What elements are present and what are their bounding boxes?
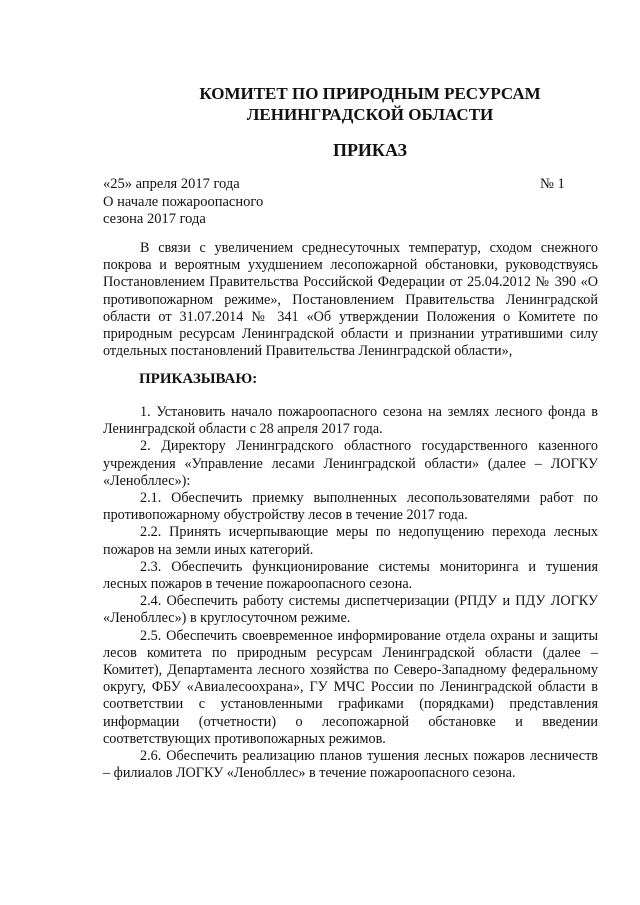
document-type-title: ПРИКАЗ [332, 140, 408, 160]
organization-name-line-1: КОМИТЕТ ПО ПРИРОДНЫМ РЕСУРСАМ [199, 84, 541, 103]
order-item: 2. Директору Ленинградского областного государственного казенного учреждения «Управление лесами Ленинградской области» (далее – ЛОГКУ «Ленобллес»): [103, 438, 598, 489]
order-meta [103, 176, 303, 229]
order-item: 1. Установить начало пожароопасного сезона на землях лесного фонда в Ленинградской области с 28 апреля 2017 года. [103, 404, 598, 438]
order-item: 2.4. Обеспечить работу системы диспетчеризации (РПДУ и ПДУ ЛОГКУ «Ленобллес») в круглосуточном режиме. [103, 593, 598, 627]
order-item: 2.5. Обеспечить своевременное информирование отдела охраны и защиты лесов комитета по природным ресурсам Ленинградской области (далее – Комитет), Департамента лесного хозяйства по Северо-Западному федеральному округу, ФБУ «Авиалесоохрана», ГУ МЧС России по Ленинградской области в соответствии с установленными графиками (порядками) представления информации (отчетности) о лесопожарной обстановке и введении соответствующих противопожарных режимов. [103, 627, 598, 747]
order-item: 2.1. Обеспечить приемку выполненных лесопользователями работ по противопожарному обустройству лесов в течение 2017 года. [103, 490, 598, 524]
order-item: 2.2. Принять исчерпывающие меры по недопущению перехода лесных пожаров на земли иных категорий. [103, 524, 598, 558]
order-item: 2.6. Обеспечить реализацию планов тушения лесных пожаров лесничеств – филиалов ЛОГКУ «Ленобллес» в течение пожароопасного сезона. [103, 748, 598, 782]
preamble-paragraph: В связи с увеличением среднесуточных температур, сходом снежного покрова и вероятным ухудшением лесопожарной обстановки, руководствуясь Постановлением Правительства Российской Федерации от 25.04.2012 № 390 «О противопожарном режиме», Постановлением Правительства Ленинградской области от 31.07.2014 № 341 «Об утверждении Положения о Комитете по природным ресурсам Ленинградской области и признании утратившими силу отдельных постановлений Правительства Ленинградской области», [103, 240, 598, 360]
orders-heading: ПРИКАЗЫВАЮ: [139, 371, 258, 387]
order-subject-line-1: О начале пожароопасного [103, 193, 264, 210]
order-number: № 1 [540, 176, 565, 192]
organization-name-line-2: ЛЕНИНГРАДСКОЙ ОБЛАСТИ [246, 105, 494, 124]
order-item: 2.3. Обеспечить функционирование системы мониторинга и тушения лесных пожаров в течение пожароопасного сезона. [103, 558, 598, 593]
order-date: «25» апреля 2017 года [103, 176, 240, 192]
order-subject-line-2: сезона 2017 года [103, 211, 206, 227]
order-items-list [103, 404, 598, 782]
